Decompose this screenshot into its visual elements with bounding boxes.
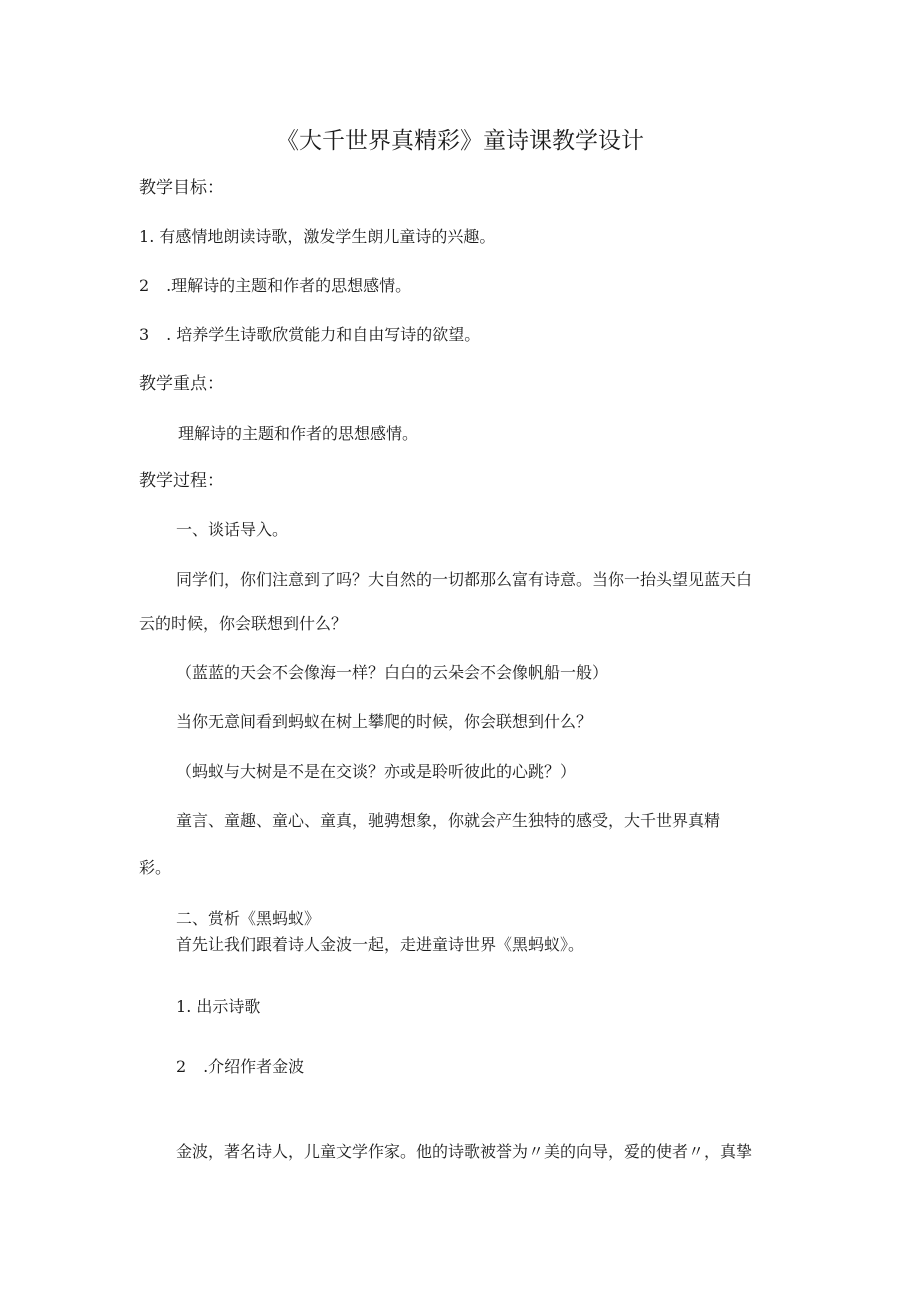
goals-heading: 教学目标： (139, 178, 224, 198)
key-heading: 教学重点： (139, 374, 224, 394)
document-title: 《大千世界真精彩》童诗课教学设计 (276, 128, 644, 154)
step-1 (176, 997, 260, 1017)
step-text: . 出示诗歌 (186, 997, 261, 1016)
step-text: .介绍作者金波 (198, 1057, 305, 1076)
step-number: 2 (176, 1057, 187, 1076)
section2-intro: 首先让我们跟着诗人金波一起，走进童诗世界《黑蚂蚁》。 (176, 935, 585, 954)
goal-item-3 (139, 325, 480, 345)
paragraph-3-line-2: 彩。 (139, 858, 172, 877)
paragraph-3-line-1: 童言、童趣、童心、童真，驰骋想象，你就会产生独特的感受，大千世界真精 (176, 811, 721, 830)
goal-number: 1 (139, 227, 150, 246)
goal-text: . 培养学生诗歌欣赏能力和自由写诗的欲望。 (161, 325, 481, 344)
paragraph-2: 当你无意间看到蚂蚁在树上攀爬的时候，你会联想到什么？ (176, 712, 593, 731)
step-2 (176, 1057, 304, 1077)
goal-number: 3 (139, 325, 150, 344)
paragraph-1-line-2: 云的时候，你会联想到什么？ (139, 614, 348, 633)
goal-number: 2 (139, 276, 150, 295)
goal-text: . 有感情地朗读诗歌，激发学生朗儿童诗的兴趣。 (149, 227, 496, 246)
goal-item-1 (139, 227, 495, 247)
paragraph-4: 金波，著名诗人，儿童文学作家。他的诗歌被誉为〃美的向导，爱的使者〃，真挚 (176, 1142, 753, 1161)
process-heading: 教学过程： (139, 471, 224, 491)
goal-text: .理解诗的主题和作者的思想感情。 (161, 276, 412, 295)
step-number: 1 (176, 997, 187, 1016)
goal-item-2 (139, 276, 411, 296)
answer-2: （蚂蚁与大树是不是在交谈？亦或是聆听彼此的心跳？） (176, 762, 577, 781)
key-text: 理解诗的主题和作者的思想感情。 (178, 424, 419, 443)
section1-heading: 一、谈话导入。 (176, 520, 289, 539)
paragraph-1-line-1: 同学们，你们注意到了吗？大自然的一切都那么富有诗意。当你一抬头望见蓝天白 (176, 570, 753, 589)
section2-heading: 二、赏析《黑蚂蚁》 (176, 909, 321, 928)
answer-1: （蓝蓝的天会不会像海一样？白白的云朵会不会像帆船一般） (176, 663, 609, 682)
